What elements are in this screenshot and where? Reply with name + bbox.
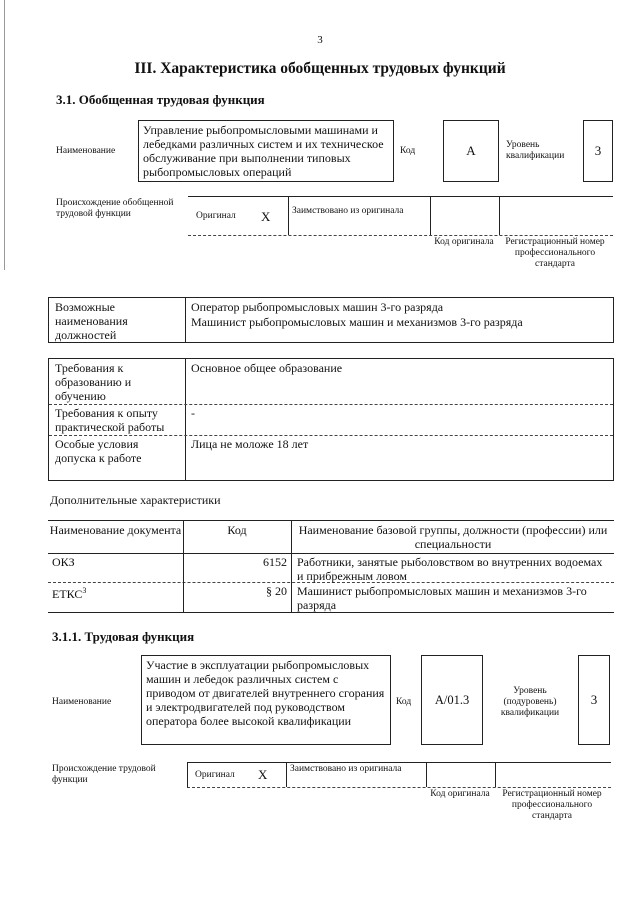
requirements-block	[48, 358, 614, 481]
row-doc: ОКЗ	[52, 555, 75, 569]
position-item: Машинист рыбопромысловых машин и механизмов 3-го разряда	[191, 315, 523, 329]
additional-heading: Дополнительные характеристики	[50, 493, 221, 507]
row-doc	[52, 584, 86, 601]
divider	[48, 553, 614, 554]
tf-code-value: A/01.3	[421, 655, 483, 745]
gtf-original-mark: Х	[261, 209, 271, 224]
row-code: § 20	[266, 584, 287, 598]
tf-level-value: 3	[578, 655, 610, 745]
tf-name-label: Наименование	[52, 697, 112, 707]
scan-edge-line	[4, 0, 5, 270]
page-number: 3	[317, 34, 323, 46]
positions-label: Возможные наименования должностей	[55, 300, 128, 342]
divider	[49, 435, 613, 436]
positions-block	[48, 297, 614, 343]
gtf-level-label: Уровень квалификации	[506, 140, 565, 161]
req-conditions-label: Особые условия допуска к работе	[55, 437, 142, 465]
divider	[426, 763, 427, 787]
col-header-base-group: Наименование базовой группы, должности (профессии) или специальности	[298, 523, 608, 551]
position-item: Оператор рыбопромысловых машин 3-го разряда	[191, 300, 444, 314]
col-header-document: Наименование документа	[49, 523, 182, 537]
tf-level-label: Уровень (подуровень) квалификации	[500, 686, 560, 718]
divider	[288, 197, 289, 235]
divider	[49, 404, 613, 405]
req-experience-value: -	[191, 406, 195, 420]
tf-code-orig-caption: Код оригинала	[430, 789, 490, 799]
gtf-code-label: Код	[400, 146, 416, 156]
divider	[185, 359, 186, 480]
gtf-name-value: Управление рыбопромысловыми машинами и лебедками различных систем и их техническое обслуживание при выполнении типовых рыбопромысловых операций	[138, 120, 394, 182]
gtf-code-orig-caption: Код оригинала	[434, 237, 494, 247]
tf-name-value: Участие в эксплуатации рыбопромысловых машин и лебедок различных систем с приводом от двигателей внутреннего сгорания и электродвигателей под руководством оператора более высокой квалификации	[141, 655, 391, 745]
tf-reg-caption: Регистрационный номер профессионального стандарта	[502, 789, 602, 821]
divider	[291, 521, 292, 612]
req-education-label: Требования к образованию и обучению	[55, 361, 132, 403]
tf-origin-row	[187, 762, 611, 788]
row-name: Машинист рыбопромысловых машин и механизмов 3-го разряда	[297, 584, 587, 612]
gtf-name-label: Наименование	[56, 146, 116, 156]
gtf-borrowed-label: Заимствовано из оригинала	[292, 206, 404, 216]
divider	[495, 763, 496, 787]
divider	[430, 197, 431, 235]
section-title: III. Характеристика обобщенных трудовых функций	[134, 60, 506, 77]
gtf-code-value: А	[443, 120, 499, 182]
row-doc-text: ЕТКС	[52, 587, 83, 601]
divider	[499, 197, 500, 235]
gtf-level-value: 3	[583, 120, 613, 182]
tf-borrowed-label: Заимствовано из оригинала	[290, 764, 402, 774]
gtf-heading: 3.1. Обобщенная трудовая функция	[56, 92, 265, 107]
row-code: 6152	[263, 555, 287, 569]
footnote-mark: 3	[82, 586, 87, 595]
col-header-code: Код	[227, 523, 247, 537]
tf-code-label: Код	[396, 697, 412, 707]
divider	[185, 298, 186, 342]
additional-table	[48, 520, 614, 613]
req-education-value: Основное общее образование	[191, 361, 343, 375]
tf-original-label: Оригинал	[195, 770, 235, 780]
gtf-origin-row	[188, 196, 613, 236]
tf-original-mark: Х	[258, 767, 268, 782]
divider	[286, 763, 287, 787]
gtf-reg-caption: Регистрационный номер профессионального стандарта	[505, 237, 605, 269]
req-experience-label: Требования к опыту практической работы	[55, 406, 165, 434]
tf-origin-label: Происхождение трудовой функции	[52, 764, 156, 785]
gtf-origin-label: Происхождение обобщенной трудовой функции	[56, 198, 174, 219]
tf-heading: 3.1.1. Трудовая функция	[52, 629, 195, 644]
gtf-original-label: Оригинал	[196, 211, 236, 221]
row-name: Работники, занятые рыболовством во внутренних водоемах и прибрежным ловом	[297, 555, 603, 583]
req-conditions-value: Лица не моложе 18 лет	[191, 437, 309, 451]
